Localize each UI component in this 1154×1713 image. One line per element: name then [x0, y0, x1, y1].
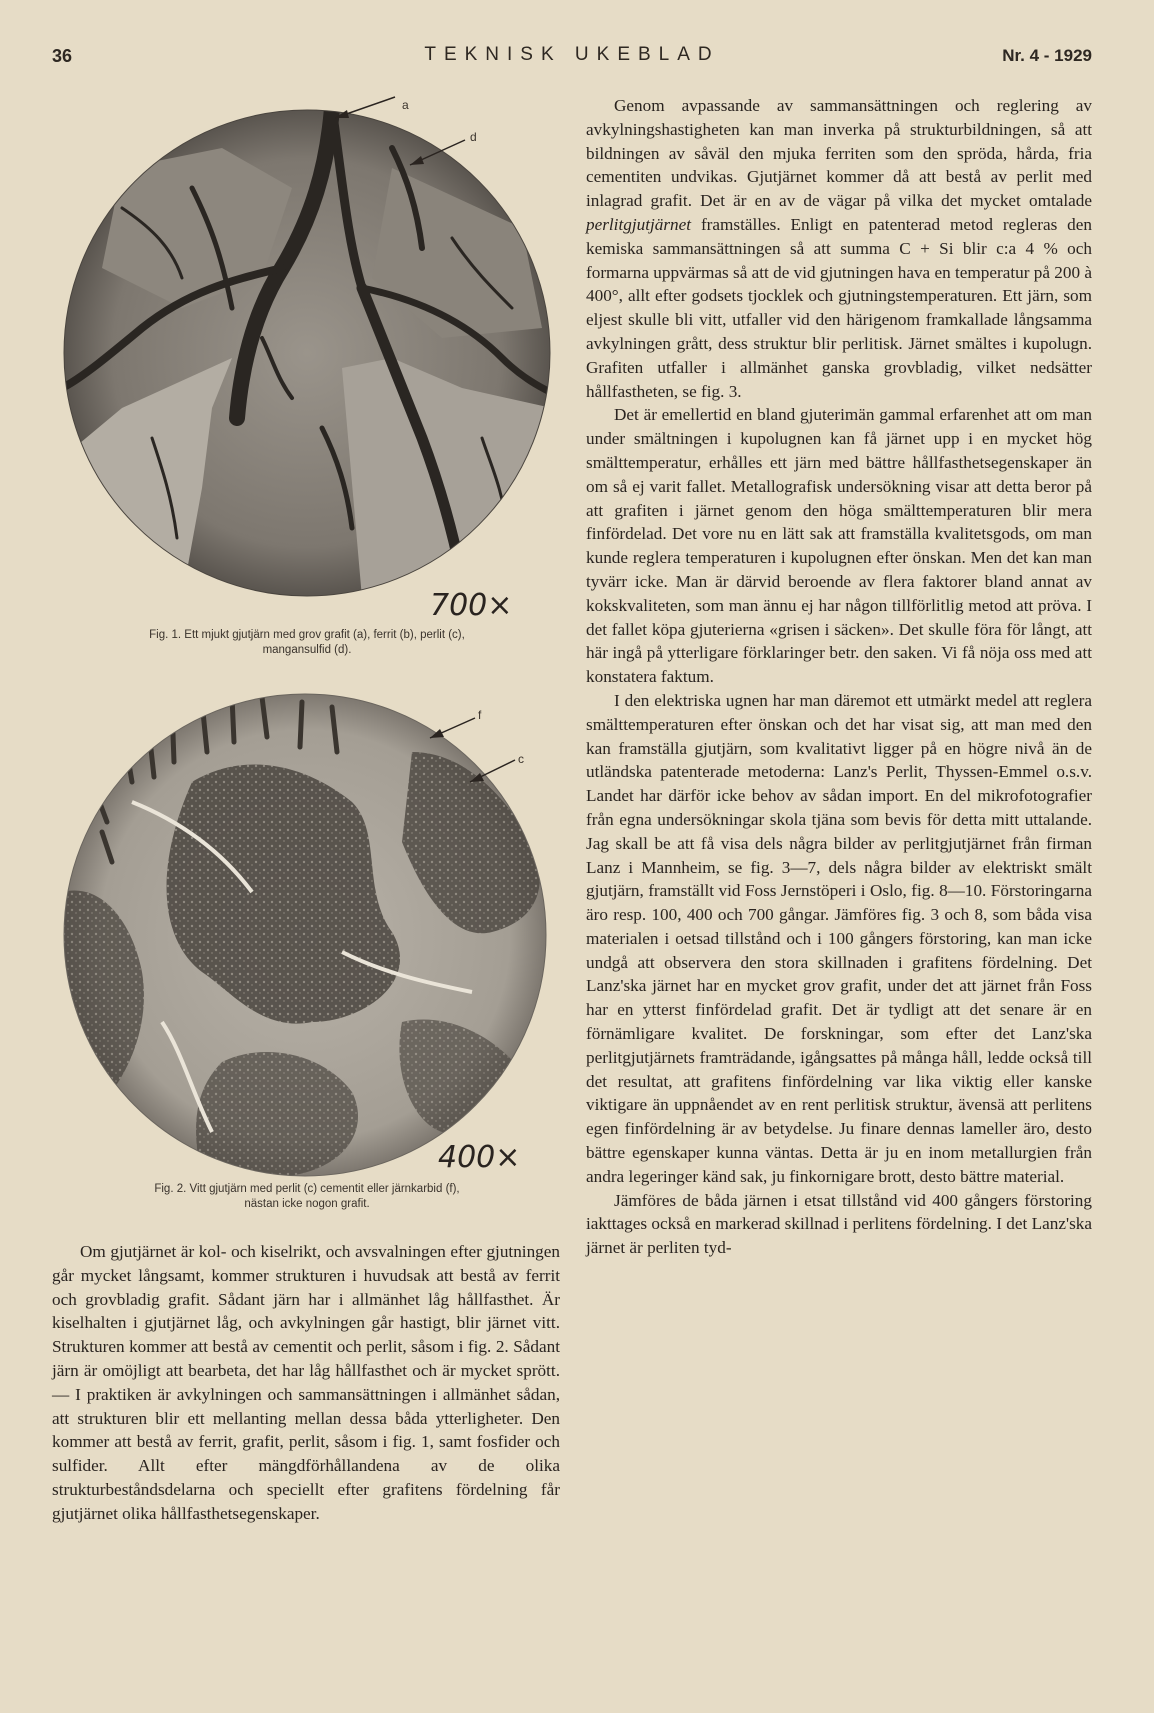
figure-2-label-f: f — [478, 708, 482, 722]
paragraph: Om gjutjärnet är kol- och kiselrikt, och avsvalningen efter gjutningen går mycket långsamt, kommer strukturen i huvudsak att bestå av ferrit och grovbladig grafit. Sådant järn har i allmänhet låg hållfasthet. Är kiselhalten i gjutjärnet låg, och avkylningen går hastigt, blir järnet vitt. Strukturen kommer att bestå av cementit och perlit, såsom i fig. 2. Sådant järn är omöjligt att bearbeta, det har låg hållfasthet och är mycket sprött. — I praktiken är avkylningen och sammansättningen i allmänhet sådan, att strukturen blir ett mellanting mellan dessa båda ytterligheter. Den kommer att bestå av ferrit, grafit, perlit, såsom i fig. 1, samt fosfider och sulfider. Allt efter mängdförhållandena av de olika strukturbeståndsdelarna och speciellt efter grafitens fördelning får gjutjärnet olika hållfasthetsegenskaper. — [52, 1242, 560, 1523]
paragraph: I den elektriska ugnen har man däremot ett utmärkt medel att reglera smälttemperaturen efter önskan och det har visat sig, att man med den kan framställa gjutjärn, som kvalitativt ligger på en högre nivå än de utländska patenterade metoderna: Lanz's Perlit, Thyssen-Emmel o.s.v. Landet har därför icke behov av sådan import. En del mikrofotografier från egna undersökningar skola tjäna som bevis för detta mitt uttalande. Jag skall be att få visa dels några bilder av perlitgjutjärnet från firman Lanz i Mannheim, se fig. 3—7, dels några bilder av elektriskt smält gjutjärn, framställt vid Foss Jernstöperi i Oslo, fig. 8—10. Förstoringarna äro resp. 100, 400 och 700 gångar. Jämföres fig. 3 och 8, som båda visa materialen i oetsad tillstånd och i 100 gångers förstoring, kan man icke undgå att observera den stora skillnaden i grafitens fördelning. Det Lanz'ska järnet har en mycket grov grafit, under det att järnet från Foss har en ytterst finfördelad grafit. Det är tydligt att det senare är en förnämligare kvalitet. De forskningar, som efter det Lanz'ska perlitgjutjärnets framträdande, igångsattes på många håll, ledde också till det resultat, att grafitens finfördelning var lika viktig eller kanske viktigare än uppnåendet av en rent perlitisk struktur, ävensä att perlitens egen finfördelning är av betydelse. Ju finare dennas lameller äro, desto bättre egenskaper kunna väntas. Detta är ju en inom metallurgien från andra legeringer känd sak, ju finkornigare brott, desto bättre material. — [586, 690, 1092, 1186]
figure-1-caption: Fig. 1. Ett mjukt gjutjärn med grov grafit (a), ferrit (b), perlit (c), mangansulfid (d). — [149, 629, 465, 656]
paragraph: Genom avpassande av sammansättningen och reglering av avkylningshastigheten kan man inverka på strukturbildningen, så att bildningen av såväl den mjuka ferriten som den spröda, hårda, fria cementiten undvikas. Gjutjärnet kommer då att bestå av perlit med inlagrad grafit. Det är en av de vägar på vilka det mycket omtalade perlitgjutjärnet framställes. Enligt en patenterad metod regleras den kemiska sammansättningen så att summa C + Si blir c:a 4 % och formarna uppvärmas så att de vid gjutningen hava en temperatur på 200 à 400°, allt efter godsets tjocklek och gjutningstemperaturen. Ett järn, som eljest skulle bli vitt, utfaller vid den härigenom framkallade långsamma avkylningen grått, dess struktur blir perlitisk. Järnet smältes i kupolugn. Grafiten utfaller i allmänhet ganska grovbladig, vilket nedsätter hållfastheten, se fig. 3. — [586, 96, 1092, 401]
figure-2-magnification: 400× — [438, 1140, 521, 1175]
journal-title: TEKNISK UKEBLAD — [424, 44, 720, 65]
page-number: 36 — [52, 46, 73, 66]
issue-number: Nr. 4 - 1929 — [1002, 46, 1092, 65]
figure-2-label-c: c — [518, 752, 524, 766]
paragraph: Det är emellertid en bland gjuterimän gammal erfarenhet att om man under smältningen i kupolugnen kan få järnet upp i en mycket hög smälttemperatur, erhålles ett järn med bättre hållfasthetsegenskaper än om så ej varit fallet. Metallografisk undersökning visar att detta beror på att grafiten i järnet genom den höga smälttemperaturen blir mera finfördelad. Det vore nu en lätt sak att framställa kvalitetsgods, om man kunde reglera temperaturen i kupolugnen efter önskan. Men det kan man tyvärr icke. Man är därvid beroende av flera faktorer bland annat av kokskvaliteten, som man ännu ej har någon tillförlitlig metod att pröva. I det fallet köpa gjuterierna «grisen i säcken». Det skulle föra för långt, att här ingå på ytterligare förklaringer betr. den saken. Vi få nöja oss med att konstatera faktum. — [586, 405, 1092, 687]
right-column-text — [586, 94, 1092, 1260]
left-column-text — [52, 1240, 560, 1526]
figure-1-label-a: a — [402, 98, 409, 112]
emphasis-term: perlitgjutjärnet — [586, 214, 692, 234]
paragraph: Jämföres de båda järnen i etsat tillstånd vid 400 gångers förstoring iakttages också en markerad skillnad i perlitens fördelning. I det Lanz'ska järnet är perliten tyd- — [586, 1190, 1092, 1258]
figure-1-magnification: 700× — [430, 588, 513, 623]
figure-1-label-d: d — [470, 130, 477, 144]
figure-2-caption: Fig. 2. Vitt gjutjärn med perlit (c) cementit eller järnkarbid (f), nästan icke nogon grafit. — [154, 1183, 460, 1210]
